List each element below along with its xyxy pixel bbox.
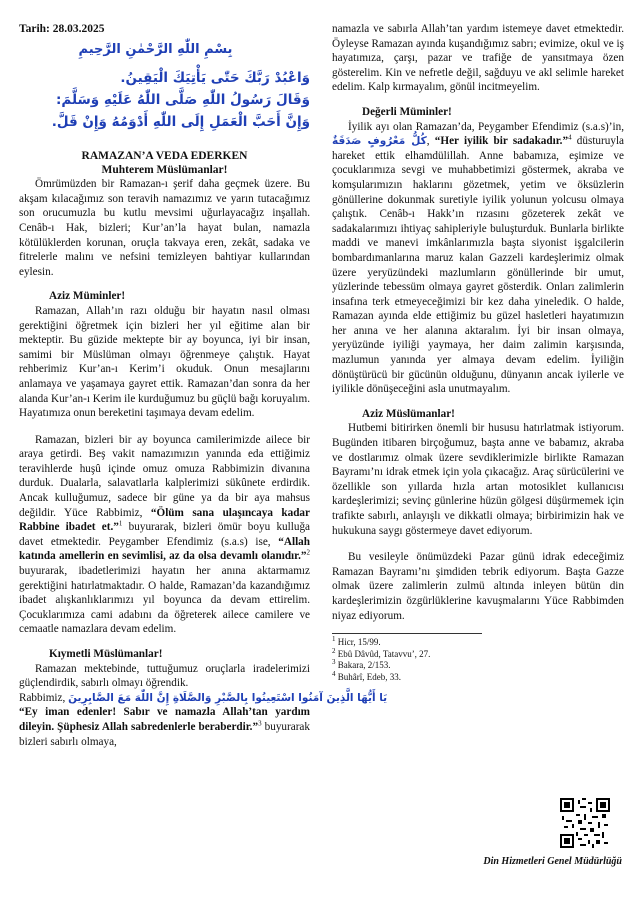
footnote-item (332, 660, 624, 672)
paragraph (19, 705, 310, 749)
paragraph (19, 433, 310, 637)
hadith-quote: “Allah katında amellerin en sevimlisi, az da olsa devamlı olanıdır.” (19, 535, 311, 563)
paragraph-text: düsturuyla hareket ettik elhamdülillah. Anne babamıza, eşimize ve çocuklarımıza sevgi ve muhabbetimizi göstermek, akraba ve komşularımızın haklarını gözetmek, yetim ve öksüzlerin gönüllerine dokunmak suretiyle iyilik yolunun yolcusu olmaya çalıştık. Cenâb-ı Hakk’ın rızasını gözeterek zekât ve sadakalarımızı ihtiyaç sahipleriyle buluşturduk. Bunlarla birlikte maddi ve manevi imkânlarımızla başta siyonist işgalcilerin bombardımanlarına maruz kalan Gazzeli kardeşlerimiz olmak üzere yeryüzündeki mazlumların gönüllerinde bir umut, yüzlerinde tebessüm olmaya gayret gösterdik. Onları zalimlerin insafına terk etmeyeceğimizi bir kez daha yineledik. O halde, Ramazan ayında elde ettiğimiz bu güzel hasletleri hayatımızın her anına ve her alanına aktaralım. İyi bir insan olmaya, yeryüzünde iyiliği yaymaya, her daim zalimin karşısında, mazlumun yanında yer almaya devam edelim. İyiliğin dönüştürücü bir gücünün olduğunu, dünyanın ancak iyilerle ve iyilikle dönüşeceğini asla unutmayalım. (332, 135, 625, 396)
qr-code-icon[interactable] (560, 798, 610, 848)
footnote-text: Buhârî, Edeb, 33. (337, 671, 401, 682)
footnote-number: 4 (332, 669, 336, 678)
paragraph: Ramazan, Allah’ın razı olduğu bir hayatın nasıl olması gerektiğini öğretmek için bizleri her yıl eğitime alan bir mekteptir. Bu güzide mektepte bir ay boyunca, iyi bir insan, samimi bir Müslüman olmayı öğrenmeye çalıştık. Hayat rehberimiz Kur’an-ı Kerim’i okuduk. Onun mesajlarını anlamaya ve yaşamaya gayret ettik. Ramazan’dan sonra da her alanda Kur’an-ı Kerim ile kurduğumuz bu güçlü bağı koruyalım. Hayatımıza onun bereketini taşımaya devam edelim. (19, 304, 310, 420)
section-heading: Aziz Müslümanlar! (362, 407, 455, 420)
sermon-title: RAMAZAN’A VEDA EDERKEN (81, 150, 248, 163)
footnote-text: Hicr, 15/99. (337, 637, 381, 648)
paragraph-text: Rabbimiz, (19, 691, 66, 704)
paragraph-text: buyurarak, bizleri ömür boyu kulluğa davet etmektedir. Peygamber Efendimiz (s.a.s) ise, (19, 521, 310, 548)
verse-line (19, 691, 388, 706)
paragraph-text: buyurarak bizleri sabırlı olmaya, (19, 720, 310, 748)
paragraph-text: buyurarak, ibadetlerimizi hayatın her anına aktarmamız gerektiğini hatırlatmaktadır. O halde, Ramazan’da kazandığımız ibadet alışkanlıklarımızı yıl boyunca da devam ettirelim. Çocuklarımıza cami adabını da öğreterek ailece camilere ve cemaatle namazlara devam edelim. (19, 565, 310, 636)
footnotes (332, 637, 624, 683)
paragraph-text: Ramazan, bizleri bir ay boyunca camilerimizde ailece bir araya getirdi. Beş vakit namazımızın yanında eda ettiğimiz teravihlerde huşû içinde omuz omuza Rabbimizin divanına durduk. Dualarla, salavatlarla kalplerimizi sükûnete erdirdik. Ancak kulluğumuz, sadece bir güne ya da bir aya mahsus değildir. Yüce Rabbimiz, (19, 433, 310, 519)
footnote-divider (332, 633, 482, 634)
footnote-number: 1 (332, 635, 336, 644)
arabic-hadith-line: وَإِنَّ أَحَبَّ الْعَمَلِ إِلَى اللّٰهِ أَدْوَمُهُ وَإِنْ قَلَّ. (51, 114, 310, 131)
paragraph: Ramazan mektebinde, tuttuğumuz oruçlarla iradelerimizi güçlendirdik, sabırlı olmayı öğrendik. (19, 662, 310, 690)
paragraph: İyilik ayı olan Ramazan’da, Peygamber Efendimiz (s.a.s)’in, كُلُّ مَعْرُوفٍ صَدَقَةٌ, “Her iyilik bir sadakadır.”$^4$ düsturuyla hareket ettik elhamdülillah. Anne babamıza, eşimize ve çocuklarımıza sevgi ve muhabbetimizi göstermek, akraba ve komşularımızın haklarını gözetmek, yetim ve öksüzlerin gönüllerine dokunmak suretiyle iyilik yolunun yolcusu olmaya çalıştık. Cenâb-ı Hakk’ın rızasını gözeterek zekât ve sadakalarımızı ihtiyaç sahipleriyle buluşturduk. Bunlarla birlikte maddi ve manevi imkânlarımızla başta siyonist işgalcilerin bombardımanlarına maruz kalan Gazzeli kardeşlerimiz olmak üzere yeryüzündeki mazlumların gönüllerinde bir umut, yüzlerinde tebessüm olmaya gayret gösterdik. Onları zalimlerin insafına terk etmeyeceğimizi bir kez daha yineledik. O halde, Ramazan ayında elde ettiğimiz bu güzel hasletleri hayatımızın her anına ve her alanına aktaralım. İyi bir insan olmaya, yeryüzünde iyiliği yaymaya, her daim zalimin karşısında, mazlumun yanında yer almaya devam edelim. İyiliğin dönüştürücü bir gücünün olduğunu, dünyanın ancak iyilerle ve iyilikle dönüşeceğini asla unutmayalım. (332, 120, 625, 396)
section-heading: Aziz Müminler! (49, 290, 126, 303)
paragraph: Ömrümüzden bir Ramazan-ı şerif daha geçmek üzere. Bu akşam kılacağımız son teravih namazımız ve yarın tutacağımız son orucumuzla bu kutlu mevsimi uğurlayacağız inşallah. Cenâb-ı Hak, bizleri; Kur’an’la hayat bulan, namazla kötülüklerden korunan, oruçla takvaya eren, zekât, sadaka ve fitrelerle malını ve nefsini temizleyen bahtiyar kullarından eylesin. (19, 178, 310, 278)
arabic-hadith-intro-line: وَقَالَ رَسُولُ اللّٰهِ صَلَّى اللّٰهُ عَلَيْهِ وَسَلَّمَ: (55, 92, 310, 109)
footnote-ref: 4 (568, 133, 572, 142)
footnote-number: 2 (332, 646, 336, 655)
paragraph: Bu vesileyle önümüzdeki Pazar günü idrak edeceğimiz Ramazan Bayramı’nı şimdiden tebrik ediyorum. Başta Gazze olmak üzere zalimlerin zulmü altında inleyen bütün din kardeşlerimizin özgürlüklerine kavuşmalarını Yüce Rabbimden niyaz ediyorum. (332, 551, 624, 622)
arabic-verse-line: وَاعْبُدْ رَبَّكَ حَتّٰى يَأْتِيَكَ الْيَقِينُ. (120, 70, 310, 87)
publisher-signature: Din Hizmetleri Genel Müdürlüğü (483, 856, 622, 867)
footnote-item (332, 646, 624, 661)
quran-quote: “Ölüm sana ulaşıncaya kadar Rabbine ibadet et.” (19, 506, 310, 534)
footnote-item (332, 669, 624, 684)
section-heading: Kıymetli Müslümanlar! (49, 648, 163, 660)
hadith-quote: “Her iyilik bir sadakadır.” (434, 135, 569, 148)
quran-quote: “Ey iman edenler! Sabır ve namazla Allah’tan yardım dileyin. Şüphesiz Allah sabredenlerle beraberdir.” (19, 706, 310, 733)
basmala-calligraphy: بِسْمِ اللّٰهِ الرَّحْمٰنِ الرَّحِيمِ (78, 41, 233, 57)
footnote-ref: 1 (118, 519, 123, 528)
arabic-inline-verse: يَا أَيُّهَا الَّذِينَ آمَنُوا اسْتَعِينُوا بِالصَّبْرِ وَالصَّلَاةِ إِنَّ اللّٰهَ مَعَ الصَّابِرِينَ (68, 691, 388, 704)
footnote-text: Ebû Dâvûd, Tatavvu’, 27. (337, 648, 431, 659)
footnote-ref: 3 (258, 719, 262, 728)
paragraph: Hutbemi bitirirken önemli bir hususu hatırlatmak istiyorum. Bugünden itibaren birçoğumuz, başta anne ve babamız, akraba ve dostlarımız olmak üzere sevdiklerimizle birlikte Ramazan Bayramı’nı idrak etmek için yola çıkacağız. Araç sürücülerini ve özellikle son yıllarda hızla artan motosiklet kullanıcısı kardeşlerimizi; sevinç günlerine hüzün gölgesi düşürmemek için trafikte sabırlı, anlayışlı ve dikkatli olmaya; birbirimizin hak ve hukukuna saygı göstermeye davet ediyorum. (332, 422, 624, 537)
arabic-inline-hadith: كُلُّ مَعْرُوفٍ صَدَقَةٌ (332, 135, 427, 148)
footnote-ref: 2 (306, 548, 310, 557)
sermon-date: Tarih: 28.03.2025 (19, 23, 105, 35)
footnote-number: 3 (332, 658, 336, 667)
footnote-text: Bakara, 2/153. (337, 660, 391, 671)
section-heading: Değerli Müminler! (362, 105, 452, 118)
footnote-item (332, 637, 624, 649)
sermon-greeting: Muhterem Müslümanlar! (101, 164, 228, 177)
right-column (332, 22, 624, 683)
paragraph: namazla ve sabırla Allah’tan yardım istemeye davet etmektedir. Öyleyse Ramazan ayında kuşandığımız sabrı; evimize, okul ve iş hayatımıza, çarşı, pazar ve trafiğe de yansıtmaya özen gösterelim. Kin ve nefretle değil, sağduyu ve akl selimle hareket edelim. Kalp kırmayalım, gönül incitmeyelim. (332, 23, 624, 94)
paragraph-text: İyilik ayı olan Ramazan’da, Peygamber Efendimiz (s.a.s)’in, (348, 120, 624, 133)
